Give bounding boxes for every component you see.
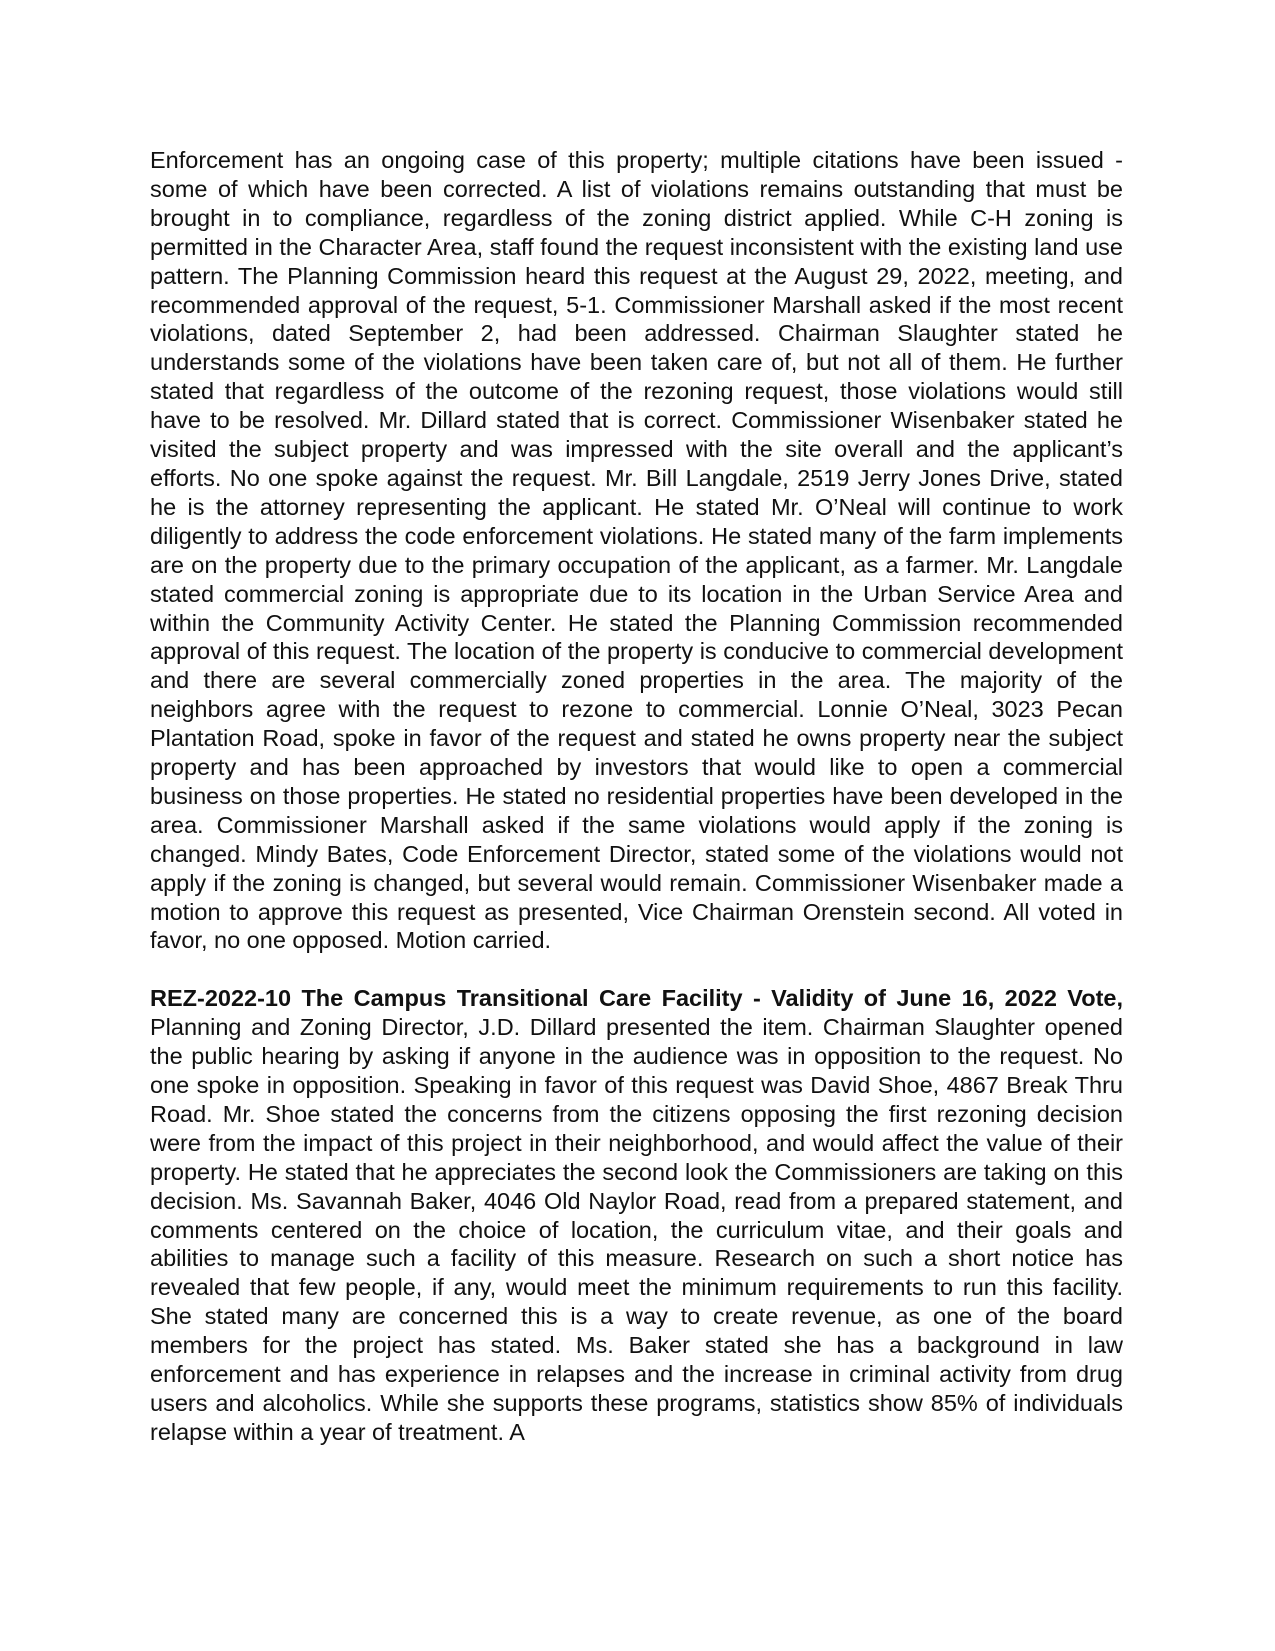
minutes-paragraph-enforcement — [150, 146, 1123, 955]
paragraph-text: Enforcement has an ongoing case of this property; multiple citations have been issued - some of which have been corrected. A list of violations remains outstanding that must be brought in to compliance, regardless of the zoning district applied. While C-H zoning is permitted in the Character Area, staff found the request inconsistent with the existing land use pattern. The Planning Commission heard this request at the August 29, 2022, meeting, and recommended approval of the request, 5-1. Commissioner Marshall asked if the most recent violations, dated September 2, had been addressed. Chairman Slaughter stated he understands some of the violations have been taken care of, but not all of them. He further stated that regardless of the outcome of the rezoning request, those violations would still have to be resolved. Mr. Dillard stated that is correct. Commissioner Wisenbaker stated he visited the subject property and was impressed with the site overall and the applicant’s efforts. No one spoke against the request. Mr. Bill Langdale, 2519 Jerry Jones Drive, stated he is the attorney representing the applicant. He stated Mr. O’Neal will continue to work diligently to address the code enforcement violations. He stated many of the farm implements are on the property due to the primary occupation of the applicant, as a farmer. Mr. Langdale stated commercial zoning is appropriate due to its location in the Urban Service Area and within the Community Activity Center. He stated the Planning Commission recommended approval of this request. The location of the property is conducive to commercial development and there are several commercially zoned properties in the area. The majority of the neighbors agree with the request to rezone to commercial. Lonnie O’Neal, 3023 Pecan Plantation Road, spoke in favor of the request and stated he owns property near the subject property and has been approached by investors that would like to open a commercial business on those properties. He stated no residential properties have been developed in the area. Commissioner Marshall asked if the same violations would apply if the zoning is changed. Mindy Bates, Code Enforcement Director, stated some of the violations would not apply if the zoning is changed, but several would remain. Commissioner Wisenbaker made a motion to approve this request as presented, Vice Chairman Orenstein second. All voted in favor, no one opposed. Motion carried. — [150, 147, 1123, 954]
minutes-paragraph-rez-2022-10 — [150, 984, 1123, 1447]
paragraph-text: Planning and Zoning Director, J.D. Dillard presented the item. Chairman Slaughter opened the public hearing by asking if anyone in the audience was in opposition to the request. No one spoke in opposition. Speaking in favor of this request was David Shoe, 4867 Break Thru Road. Mr. Shoe stated the concerns from the citizens opposing the first rezoning decision were from the impact of this project in their neighborhood, and would affect the value of their property. He stated that he appreciates the second look the Commissioners are taking on this decision. Ms. Savannah Baker, 4046 Old Naylor Road, read from a prepared statement, and comments centered on the choice of location, the curriculum vitae, and their goals and abilities to manage such a facility of this measure. Research on such a short notice has revealed that few people, if any, would meet the minimum requirements to run this facility. She stated many are concerned this is a way to create revenue, as one of the board members for the project has stated. Ms. Baker stated she has a background in law enforcement and has experience in relapses and the increase in criminal activity from drug users and alcoholics. While she supports these programs, statistics show 85% of individuals relapse within a year of treatment. A — [150, 1014, 1123, 1445]
document-page — [150, 146, 1123, 1447]
agenda-item-title: REZ-2022-10 The Campus Transitional Care Facility - Validity of June 16, 2022 Vote, — [150, 985, 1123, 1012]
